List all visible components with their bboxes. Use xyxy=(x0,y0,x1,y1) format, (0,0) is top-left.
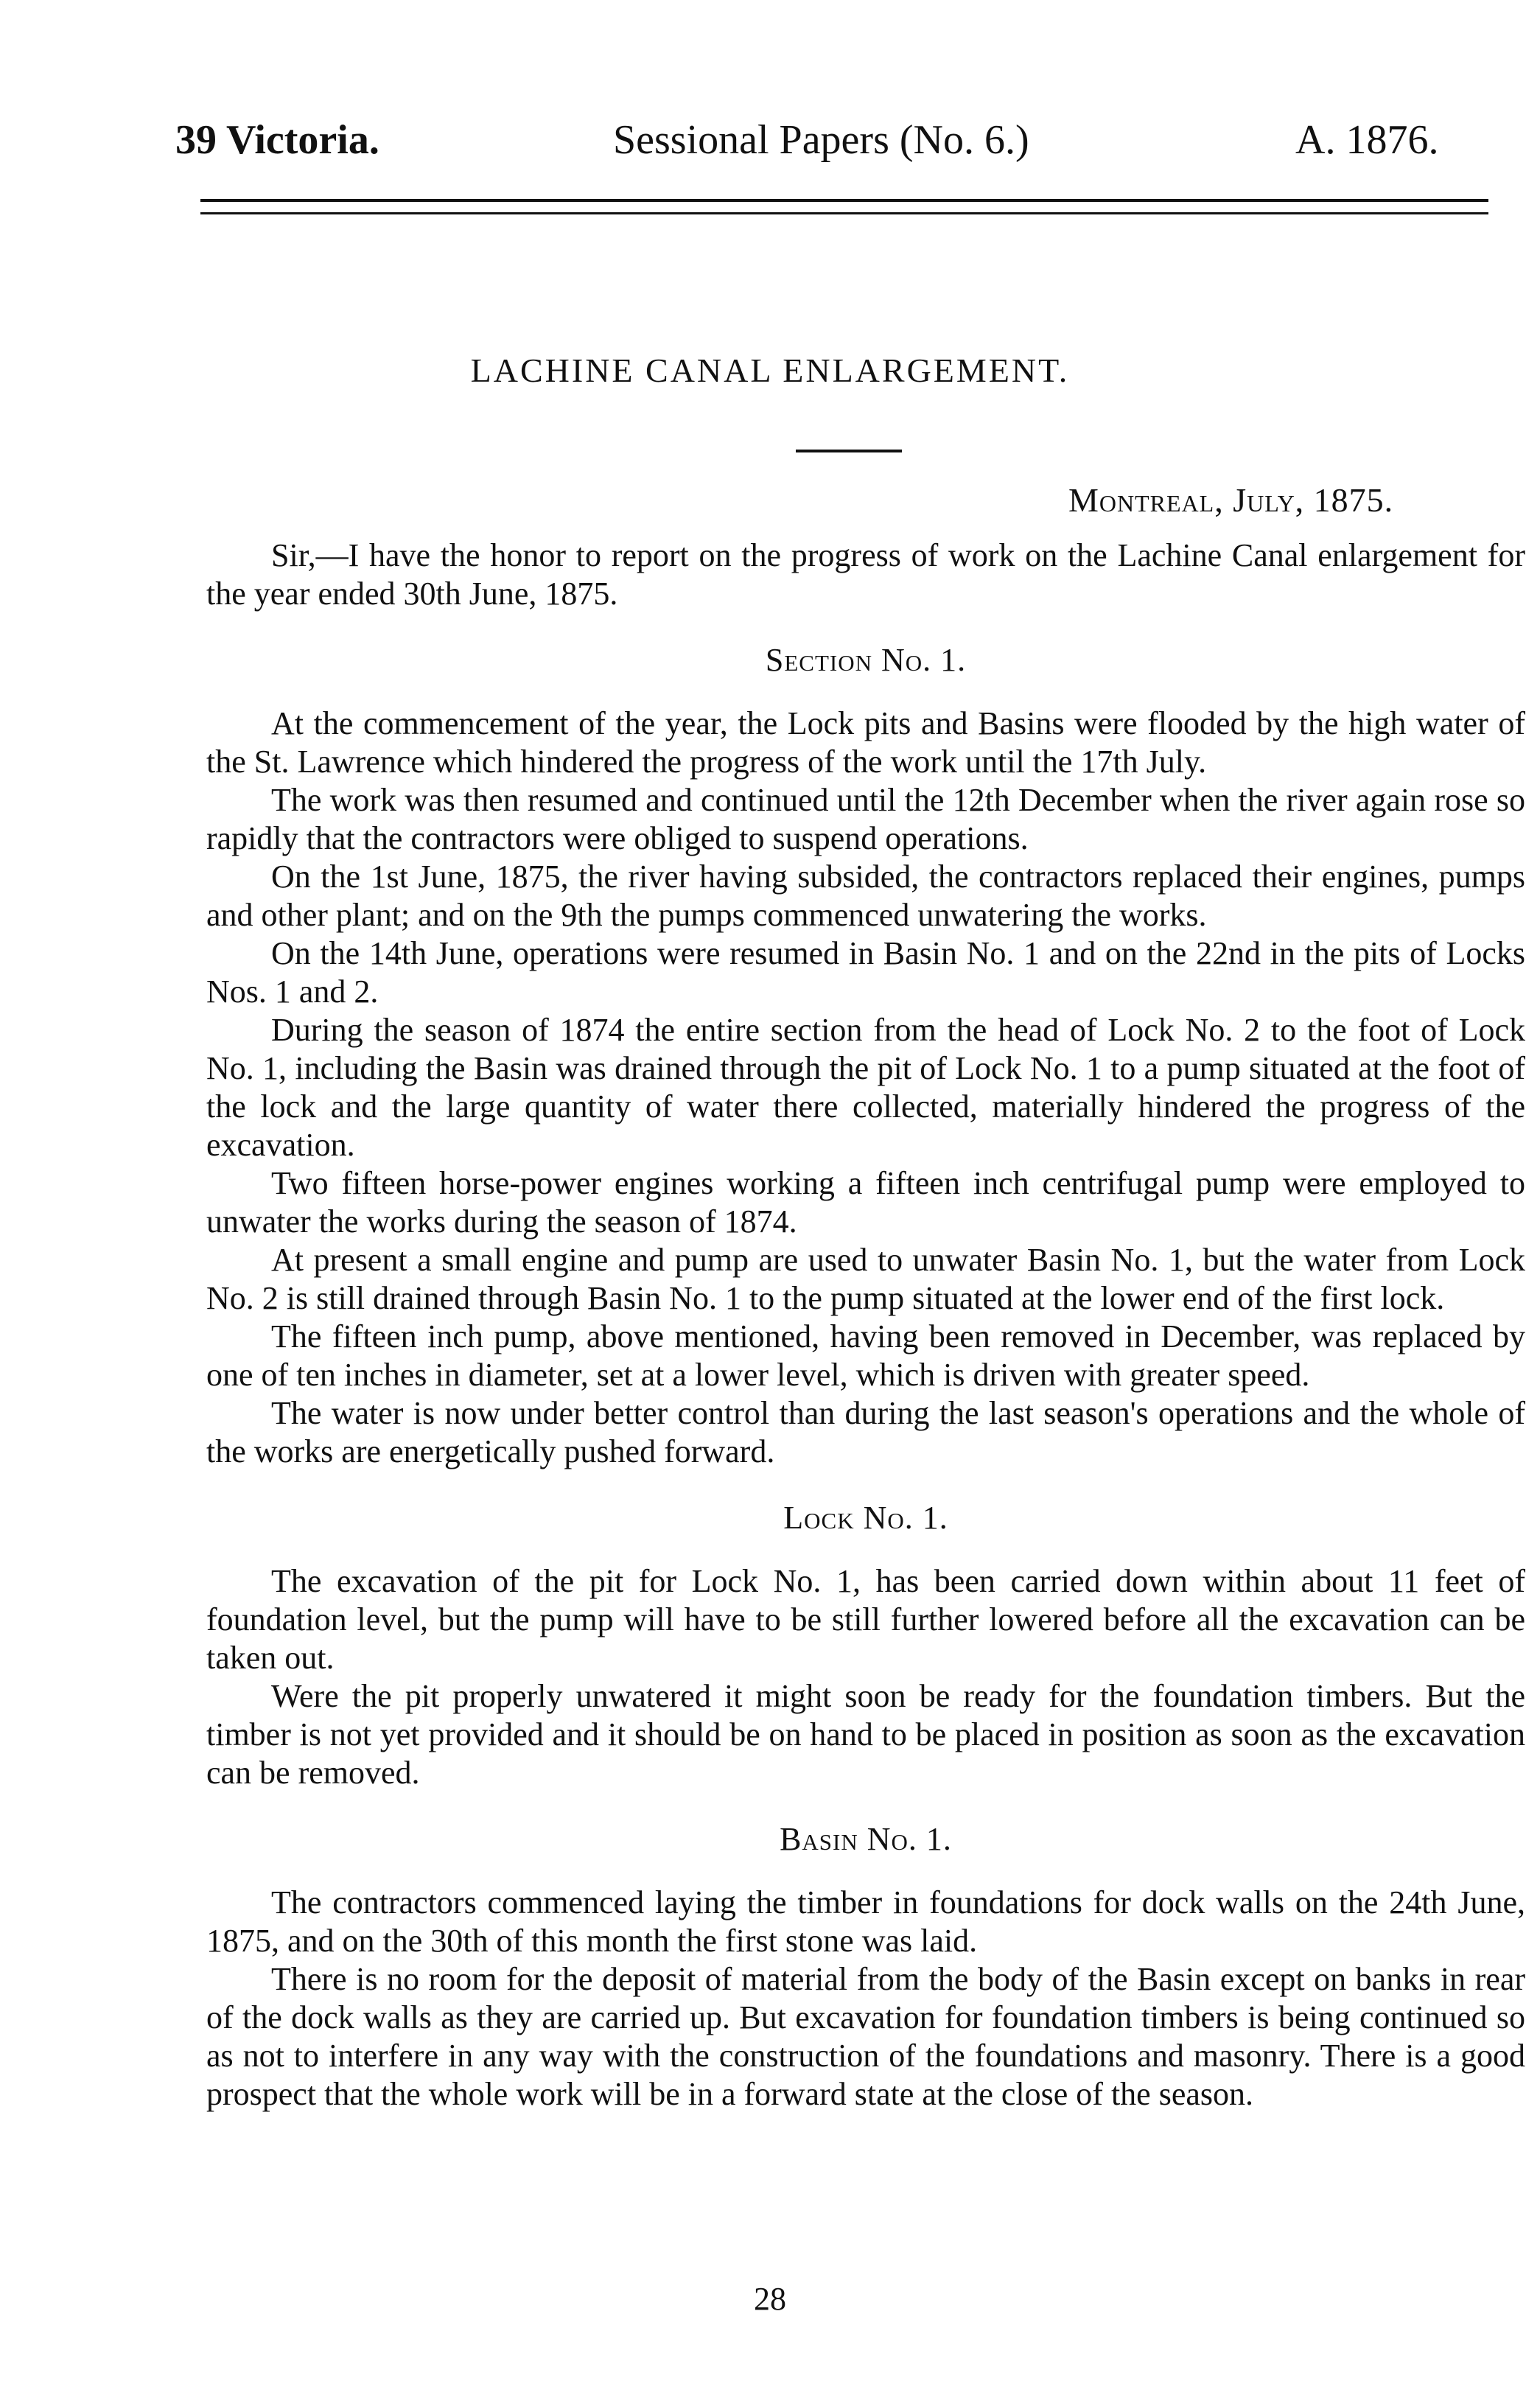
section-heading: Section No. 1. xyxy=(765,642,967,678)
paragraph: The water is now under better control than during the last season's operations and the whole of the works are energetically pushed forward. xyxy=(206,1395,1525,1469)
header-year: A. 1876. xyxy=(1295,117,1439,163)
paragraph: At the commencement of the year, the Lock pits and Basins were flooded by the high water of the St. Lawrence which hindered the progress of the work until the 17th July. xyxy=(206,705,1525,780)
running-header xyxy=(0,111,1540,169)
page-number: 28 xyxy=(754,2281,786,2317)
section-heading: Basin No. 1. xyxy=(780,1821,952,1857)
salutation-paragraph: Sir,—I have the honor to report on the progress of work on the Lachine Canal enlargement for the year ended 30th June, 1875. xyxy=(206,537,1525,612)
header-publication: Sessional Papers (No. 6.) xyxy=(613,117,1029,163)
paragraph: Were the pit properly unwatered it might soon be ready for the foundation timbers. But the timber is not yet provided and it should be on hand to be placed in position as soon as the excavation can be removed. xyxy=(206,1678,1525,1791)
document-body xyxy=(206,536,1525,2114)
dateline: Montreal, July, 1875. xyxy=(1068,481,1394,519)
paragraph: The fifteen inch pump, above mentioned, having been removed in December, was replaced by one of ten inches in diameter, set at a lower level, which is driven with greater speed. xyxy=(206,1318,1525,1393)
paragraph: The work was then resumed and continued until the 12th December when the river again rose so rapidly that the contractors were obliged to suspend operations. xyxy=(206,782,1525,856)
paragraph: On the 14th June, operations were resumed in Basin No. 1 and on the 22nd in the pits of Locks Nos. 1 and 2. xyxy=(206,935,1525,1010)
section-heading: Lock No. 1. xyxy=(783,1500,948,1536)
paragraph: The contractors commenced laying the timber in foundations for dock walls on the 24th June, 1875, and on the 30th of this month the first stone was laid. xyxy=(206,1884,1525,1959)
document-title: LACHINE CANAL ENLARGEMENT. xyxy=(470,352,1070,389)
paragraph: On the 1st June, 1875, the river having subsided, the contractors replaced their engines, pumps and other plant; and on the 9th the pumps commenced unwatering the works. xyxy=(206,859,1525,933)
title-divider xyxy=(796,450,902,452)
header-double-rule xyxy=(200,199,1488,214)
paragraph: At present a small engine and pump are used to unwater Basin No. 1, but the water from Lock No. 2 is still drained through Basin No. 1 to the pump situated at the lower end of the first lock. xyxy=(206,1242,1525,1316)
paragraph: There is no room for the deposit of material from the body of the Basin except on banks in rear of the dock walls as they are carried up. But excavation for foundation timbers is being continued so as not to interfere in any way with the construction of the foundations and masonry. There is a good prospect that the whole work will be in a forward state at the close of the season. xyxy=(206,1961,1525,2112)
paragraph: During the season of 1874 the entire section from the head of Lock No. 2 to the foot of Lock No. 1, including the Basin was drained through the pit of Lock No. 1 to a pump situated at the foot of the lock and the large quantity of water there collected, materially hindered the progress of the excavation. xyxy=(206,1012,1525,1163)
header-session: 39 Victoria. xyxy=(175,117,379,163)
paragraph: The excavation of the pit for Lock No. 1, has been carried down within about 11 feet of foundation level, but the pump will have to be still further lowered before all the excavation can be taken out. xyxy=(206,1563,1525,1676)
paragraph: Two fifteen horse-power engines working a fifteen inch centrifugal pump were employed to unwater the works during the season of 1874. xyxy=(206,1165,1525,1240)
